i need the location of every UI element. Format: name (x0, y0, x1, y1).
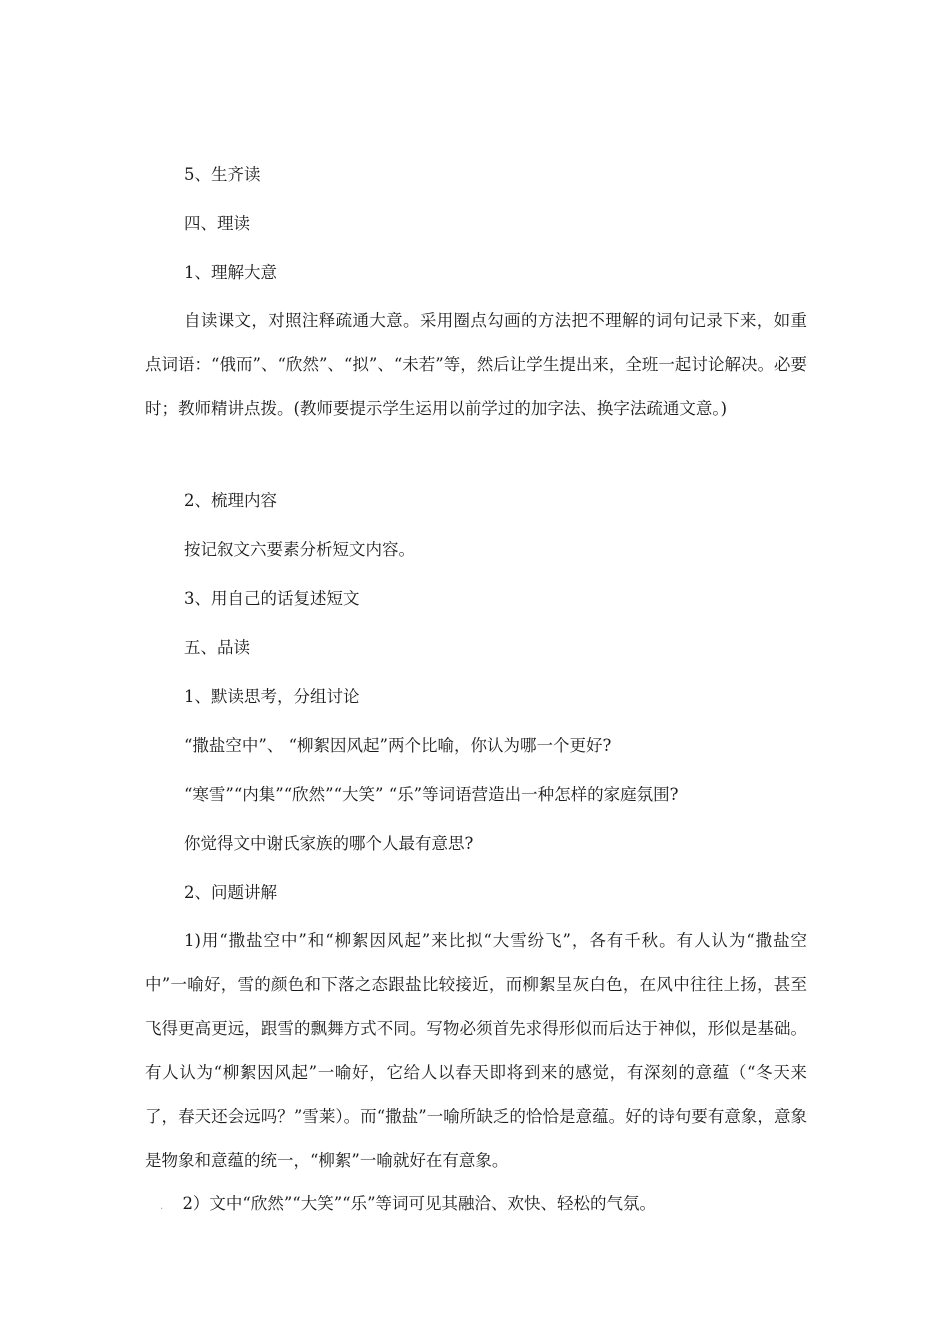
section-heading-4: 四、理读 (184, 214, 250, 233)
paragraph-explanation-2 (160, 1193, 656, 1218)
stray-mark-icon: . (160, 1201, 164, 1212)
question-character: 你觉得文中谢氏家族的哪个人最有意思? (184, 834, 474, 853)
paragraph-explanation-1: 1)用“撒盐空中”和“柳絮因风起”来比拟“大雪纷飞”，各有千秋。有人认为“撒盐空中”一喻好，雪的颜色和下落之态跟盐比较接近，而柳絮呈灰白色，在风中往往上扬，甚至飞得更高更远，跟雪的飘舞方式不同。写物必须首先求得形似而后达于神似，形似是基础。有人认为“柳絮因风起”一喻好，它给人以春天即将到来的感觉，有深刻的意蕴（“冬天来了，春天还会远吗？”雪莱）。而“撒盐”一喻所缺乏的恰恰是意蕴。好的诗句要有意象，意象是物象和意蕴的统一，“柳絮”一喻就好在有意象。 (145, 931, 807, 1170)
subheading-organize-content: 2、梳理内容 (184, 491, 277, 510)
question-metaphor: “撒盐空中”、 “柳絮因风起”两个比喻，你认为哪一个更好? (184, 736, 612, 755)
subheading-silent-reading: 1、默读思考，分组讨论 (184, 687, 360, 706)
paragraph-six-elements: 按记叙文六要素分析短文内容。 (184, 540, 415, 559)
subheading-understand-meaning: 1、理解大意 (184, 263, 277, 282)
subheading-retell: 3、用自己的话复述短文 (184, 589, 360, 608)
paragraph-self-reading: 自读课文，对照注释疏通大意。采用圈点勾画的方法把不理解的词句记录下来，如重点词语：“俄而”、“欣然”、“拟”、“未若”等，然后让学生提出来，全班一起讨论解决。必要时；教师精讲点拨。(教师要提示学生运用以前学过的加字法、换字法疏通文意。) (145, 311, 807, 418)
question-atmosphere: “寒雪”“内集”“欣然”“大笑” “乐”等词语营造出一种怎样的家庭氛围? (184, 785, 679, 804)
list-item-5-group-reading: 5、生齐读 (184, 165, 261, 184)
subheading-explanation: 2、问题讲解 (184, 883, 277, 902)
explanation-2-text: 2）文中“欣然”“大笑”“乐”等词可见其融洽、欢快、轻松的气氛。 (182, 1194, 657, 1213)
section-heading-5: 五、品读 (184, 638, 250, 657)
